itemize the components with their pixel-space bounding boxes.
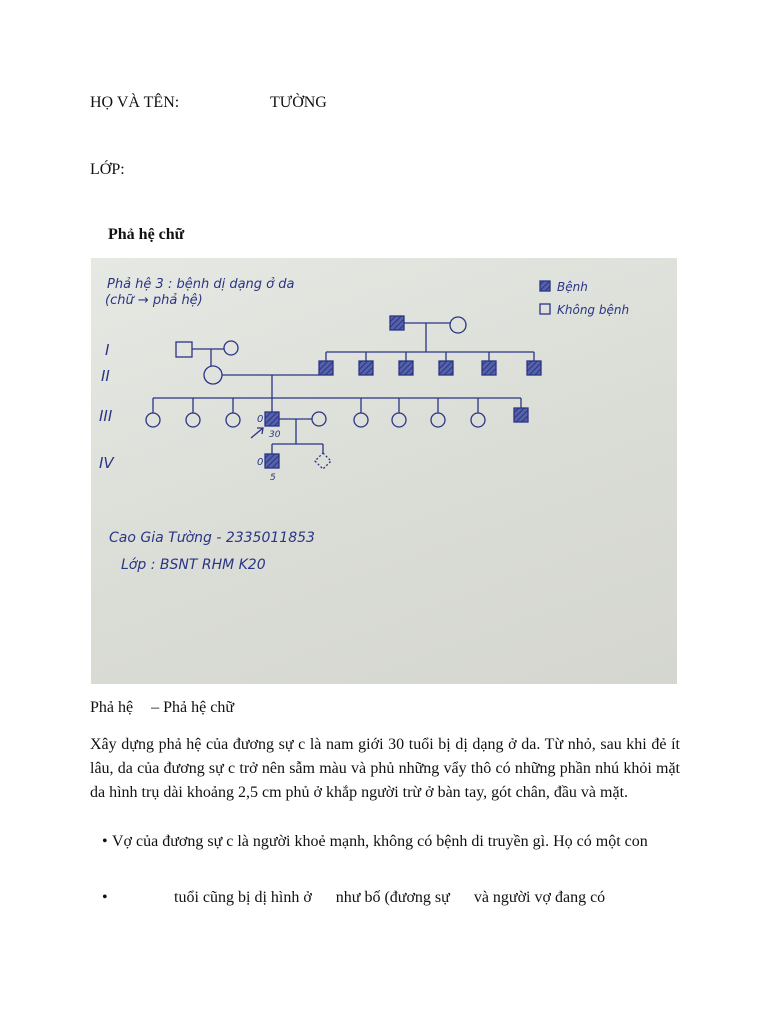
sibling-gen3-1 [146,413,160,427]
figure-caption [90,699,234,717]
grandfather-left [176,342,192,357]
class-label: LỚP: [90,161,125,178]
proband-marker: 0 [257,414,264,425]
bullet-item-1: • Vợ của đương sự c là người khoẻ mạnh, không có bệnh di truyền gì. Họ có một con [102,833,648,850]
signature-line-2: Lớp : BSNT RHM K20 [121,557,266,573]
legend-unaffected-icon [540,304,550,314]
legend-affected-label: Bệnh [557,280,588,294]
signature-line-1: Cao Gia Tường - 2335011853 [109,530,315,546]
child-marker: 0 [257,457,264,468]
grandmother-right [450,317,466,333]
grandmother-left [224,341,238,355]
handwritten-title-1: Phả hệ 3 : bệnh dị dạng ở da [107,277,295,292]
sibling-gen3-7 [471,413,485,427]
uncle-gen2-1 [359,361,373,375]
section-heading: Phả hệ chữ [108,226,185,243]
proband-age: 30 [269,430,281,440]
proband-arrow [251,428,263,438]
cousin-gen3-affected [514,408,528,422]
caption-left: Phả hệ [90,699,134,716]
pedigree-photo [91,258,677,684]
sibling-gen3-6 [431,413,445,427]
father-gen2 [319,361,333,375]
proband-c [265,412,279,426]
child-age: 5 [270,473,276,483]
unborn-child [315,453,331,469]
grandfather-right [390,316,404,330]
legend-affected-icon [540,281,550,291]
bullet-text-2: tuổi cũng bị dị hình ở như bố (đương sự và người vợ đang có [174,889,606,906]
pedigree-diagram [91,258,677,684]
uncle-gen2-5 [527,361,541,375]
bullet-text-1: Vợ của đương sự c là người khoẻ mạnh, không có bệnh di truyền gì. Họ có một con [112,833,648,850]
child-gen4 [265,454,279,468]
handwritten-title-2: (chữ → phả hệ) [105,293,203,308]
generation-label-1: I [105,341,110,359]
sibling-gen3-4 [354,413,368,427]
caption-right: Phả hệ chữ [163,699,234,716]
sibling-gen3-2 [186,413,200,427]
mother-gen2 [204,366,222,384]
name-label: HỌ VÀ TÊN: [90,94,180,111]
generation-label-3: III [99,407,113,425]
description-paragraph: Xây dựng phả hệ của đương sự c là nam giới 30 tuổi bị dị dạng ở da. Từ nhỏ, sau khi đẻ ít lâu, da của đương sự c trở nên sẫm màu và phủ những vẩy thô có những phần nhú khỏi mặt da hình trụ dài khoảng 2,5 cm phủ ở khắp người trừ ở bàn tay, gót chân, đầu và mặt. [90,736,680,801]
bullet-item-2: • tuổi cũng bị dị hình ở như bố (đương sự và người vợ đang có [112,886,682,910]
uncle-gen2-2 [399,361,413,375]
generation-label-4: IV [99,454,114,472]
uncle-gen2-3 [439,361,453,375]
caption-dash: – [151,699,160,716]
legend-unaffected-label: Không bệnh [557,303,630,317]
sibling-gen3-5 [392,413,406,427]
generation-label-2: II [101,367,110,385]
sibling-gen3-3 [226,413,240,427]
uncle-gen2-4 [482,361,496,375]
name-value: TƯỜNG [270,94,327,111]
proband-wife [312,412,326,426]
